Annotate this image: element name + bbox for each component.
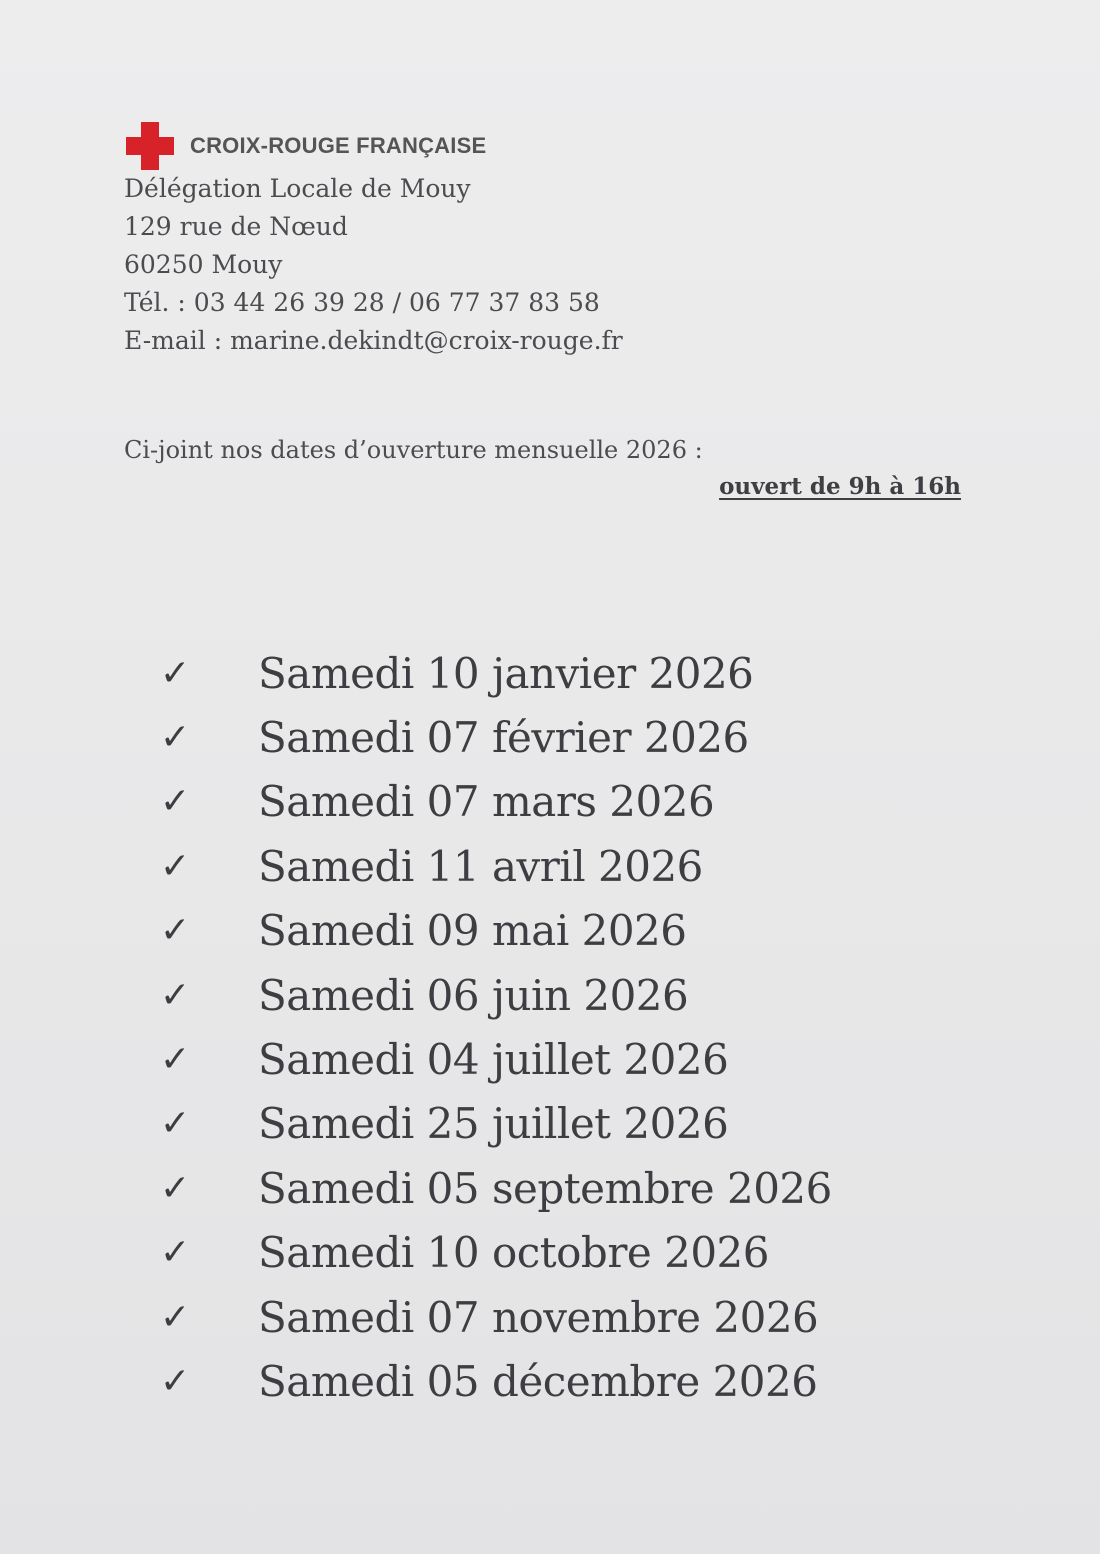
date-label: Samedi 07 mars 2026 bbox=[258, 777, 715, 827]
checkmark-icon: ✓ bbox=[160, 910, 191, 952]
list-item bbox=[160, 770, 832, 834]
checkmark-icon: ✓ bbox=[160, 1103, 191, 1145]
address-block bbox=[124, 170, 623, 360]
date-label: Samedi 05 septembre 2026 bbox=[258, 1163, 832, 1213]
organization-name: CROIX-ROUGE FRANÇAISE bbox=[190, 133, 487, 158]
list-item bbox=[160, 963, 832, 1027]
checkmark-icon: ✓ bbox=[160, 845, 191, 887]
street-address: 129 rue de Nœud bbox=[124, 212, 348, 241]
city-postcode: 60250 Mouy bbox=[124, 250, 283, 279]
list-item bbox=[160, 1027, 832, 1091]
email-address: E-mail : marine.dekindt@croix-rouge.fr bbox=[124, 326, 623, 355]
list-item bbox=[160, 1092, 832, 1156]
date-label: Samedi 07 novembre 2026 bbox=[258, 1292, 819, 1342]
date-label: Samedi 10 janvier 2026 bbox=[258, 648, 754, 698]
intro-text: Ci-joint nos dates d’ouverture mensuelle 2026 : bbox=[124, 436, 703, 464]
date-label: Samedi 09 mai 2026 bbox=[258, 906, 687, 956]
opening-dates-list bbox=[160, 641, 832, 1414]
date-label: Samedi 07 février 2026 bbox=[258, 713, 749, 763]
checkmark-icon: ✓ bbox=[160, 1039, 191, 1081]
list-item bbox=[160, 899, 832, 963]
checkmark-icon: ✓ bbox=[160, 974, 191, 1016]
checkmark-icon: ✓ bbox=[160, 1360, 191, 1402]
checkmark-icon: ✓ bbox=[160, 781, 191, 823]
date-label: Samedi 10 octobre 2026 bbox=[258, 1228, 769, 1278]
checkmark-icon: ✓ bbox=[160, 1296, 191, 1338]
list-item bbox=[160, 705, 832, 769]
red-cross-icon bbox=[126, 122, 174, 170]
list-item bbox=[160, 641, 832, 705]
delegation-name: Délégation Locale de Mouy bbox=[124, 174, 471, 203]
checkmark-icon: ✓ bbox=[160, 1167, 191, 1209]
date-label: Samedi 05 décembre 2026 bbox=[258, 1356, 818, 1406]
date-label: Samedi 04 juillet 2026 bbox=[258, 1035, 729, 1085]
list-item bbox=[160, 1221, 832, 1285]
list-item bbox=[160, 1156, 832, 1220]
list-item bbox=[160, 1285, 832, 1349]
phone-numbers: Tél. : 03 44 26 39 28 / 06 77 37 83 58 bbox=[124, 288, 600, 317]
list-item bbox=[160, 834, 832, 898]
date-label: Samedi 25 juillet 2026 bbox=[258, 1099, 729, 1149]
checkmark-icon: ✓ bbox=[160, 1232, 191, 1274]
checkmark-icon: ✓ bbox=[160, 652, 191, 694]
list-item bbox=[160, 1349, 832, 1413]
checkmark-icon: ✓ bbox=[160, 717, 191, 759]
logo bbox=[126, 122, 486, 170]
date-label: Samedi 06 juin 2026 bbox=[258, 970, 689, 1020]
opening-hours: ouvert de 9h à 16h bbox=[719, 473, 961, 500]
date-label: Samedi 11 avril 2026 bbox=[258, 841, 703, 891]
